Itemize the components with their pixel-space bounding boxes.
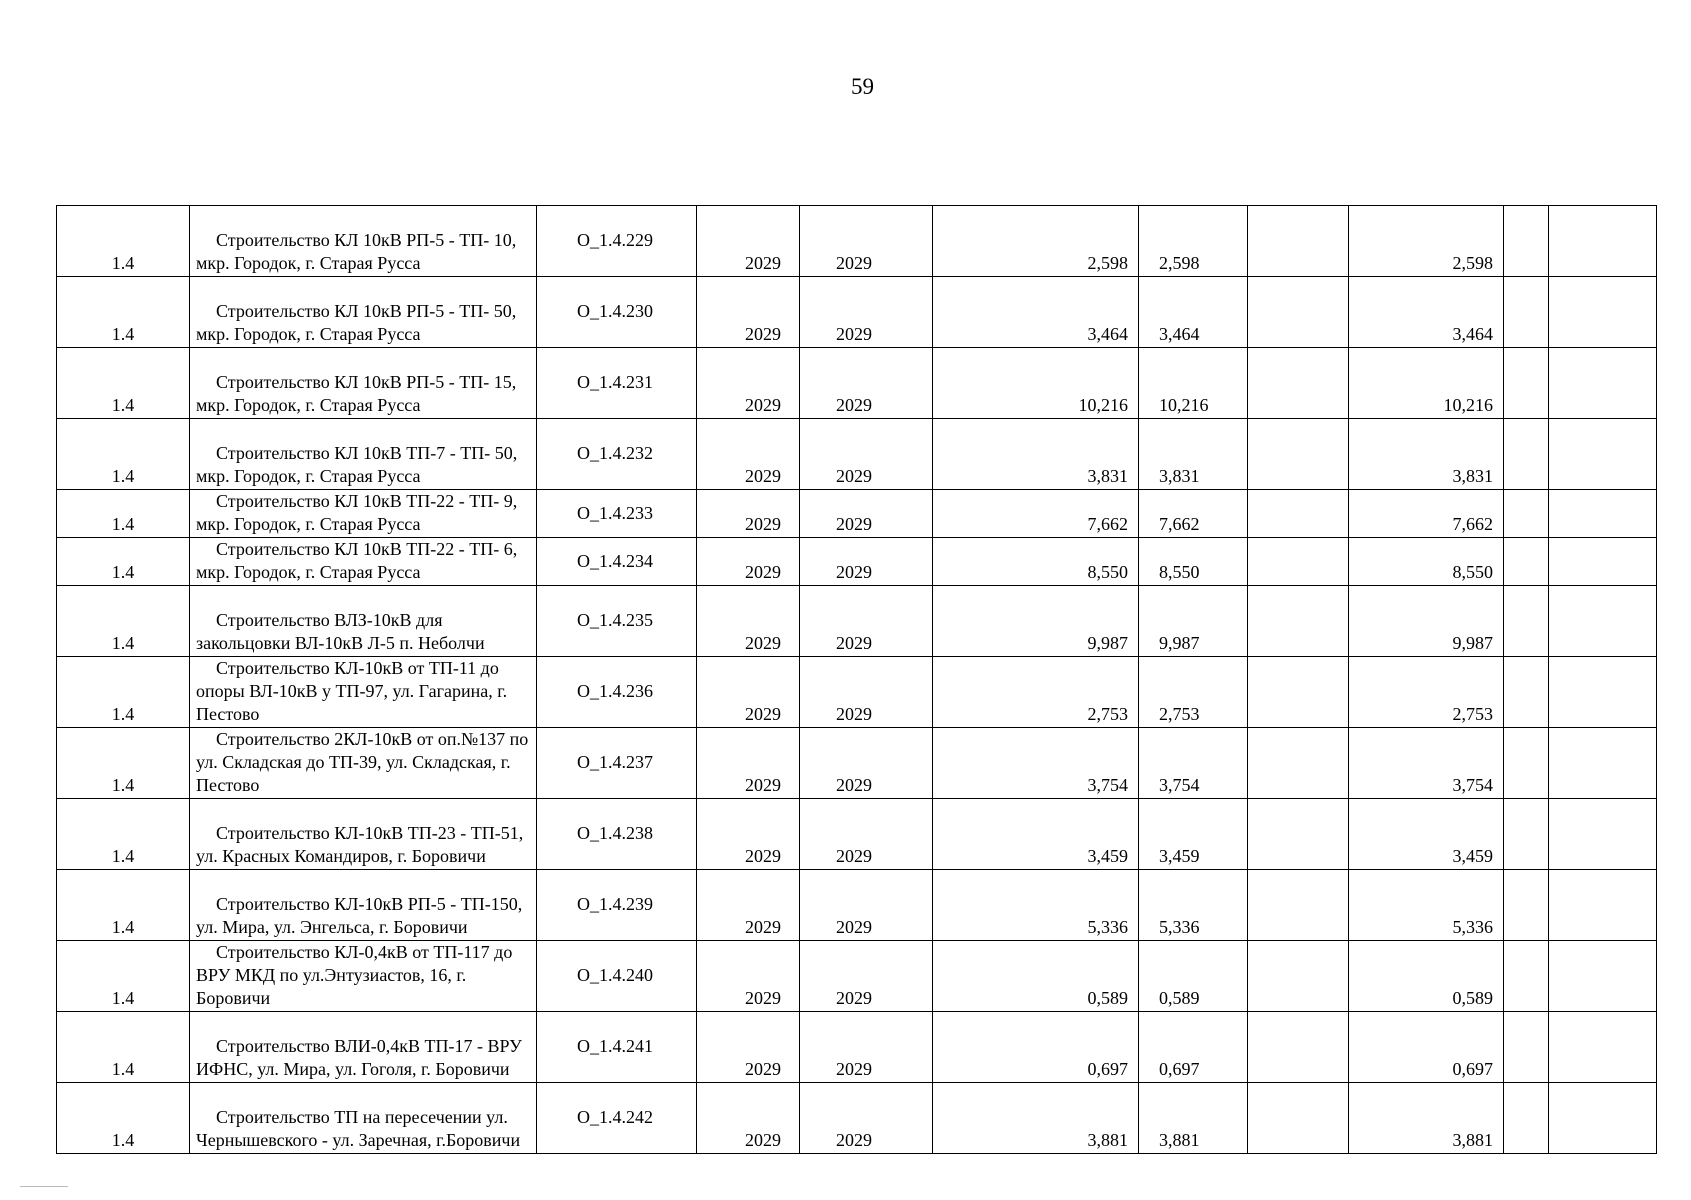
empty-cell [1549,657,1657,728]
table-row [57,799,1657,870]
year-end-cell: 2029 [800,348,933,419]
value-b-cell: 8,550 [1139,538,1248,586]
empty-cell [1549,490,1657,538]
project-code-cell: О_1.4.240 [537,941,697,1012]
year-end-cell: 2029 [800,538,933,586]
year-end-cell: 2029 [800,490,933,538]
project-name-cell [190,870,537,941]
value-a-cell: 3,459 [933,799,1139,870]
footer-rule [20,1186,68,1187]
project-code-cell: О_1.4.233 [537,490,697,538]
project-name: Строительство ВЛИ-0,4кВ ТП-17 - ВРУ ИФНС, ул. Мира, ул. Гоголя, г. Боровичи [196,1036,522,1079]
empty-cell [1248,657,1349,728]
value-a-cell: 10,216 [933,348,1139,419]
year-end-cell: 2029 [800,206,933,277]
project-name-cell [190,1012,537,1083]
value-a-cell: 9,987 [933,586,1139,657]
section-cell: 1.4 [57,277,190,348]
empty-cell [1549,728,1657,799]
empty-cell [1248,870,1349,941]
value-c-cell: 3,754 [1349,728,1504,799]
section-cell: 1.4 [57,586,190,657]
empty-cell [1248,348,1349,419]
section-cell: 1.4 [57,941,190,1012]
empty-cell [1248,728,1349,799]
value-a-cell: 7,662 [933,490,1139,538]
section-cell: 1.4 [57,1012,190,1083]
project-code-cell: О_1.4.236 [537,657,697,728]
year-start-cell: 2029 [697,657,800,728]
section-cell: 1.4 [57,1083,190,1154]
section-cell: 1.4 [57,870,190,941]
empty-cell [1248,799,1349,870]
project-name-cell [190,728,537,799]
value-b-cell: 3,754 [1139,728,1248,799]
empty-cell [1549,799,1657,870]
project-name: Строительство КЛ 10кВ ТП-22 - ТП- 6, мкр. Городок, г. Старая Русса [196,539,518,582]
year-end-cell: 2029 [800,419,933,490]
project-code-cell: О_1.4.238 [537,799,697,870]
year-start-cell: 2029 [697,348,800,419]
year-end-cell: 2029 [800,1012,933,1083]
project-code-cell: О_1.4.230 [537,277,697,348]
empty-cell [1504,277,1549,348]
project-name: Строительство КЛ-10кВ РП-5 - ТП-150, ул. Мира, ул. Энгельса, г. Боровичи [196,894,523,937]
year-end-cell: 2029 [800,277,933,348]
empty-cell [1504,870,1549,941]
table-row [57,277,1657,348]
empty-cell [1549,870,1657,941]
value-a-cell: 3,754 [933,728,1139,799]
year-start-cell: 2029 [697,870,800,941]
project-name: Строительство КЛ 10кВ РП-5 - ТП- 50, мкр. Городок, г. Старая Русса [196,301,517,344]
page-number: 59 [851,74,874,99]
project-code-cell: О_1.4.232 [537,419,697,490]
table-row [57,1012,1657,1083]
empty-cell [1504,490,1549,538]
empty-cell [1248,206,1349,277]
empty-cell [1248,1083,1349,1154]
value-a-cell: 0,697 [933,1012,1139,1083]
empty-cell [1504,586,1549,657]
empty-cell [1504,419,1549,490]
project-code-cell: О_1.4.239 [537,870,697,941]
empty-cell [1549,348,1657,419]
year-end-cell: 2029 [800,870,933,941]
value-c-cell: 10,216 [1349,348,1504,419]
section-cell: 1.4 [57,799,190,870]
table-row [57,490,1657,538]
year-start-cell: 2029 [697,799,800,870]
section-cell: 1.4 [57,490,190,538]
value-a-cell: 0,589 [933,941,1139,1012]
project-name-cell [190,1083,537,1154]
project-name-cell [190,941,537,1012]
empty-cell [1549,1083,1657,1154]
value-b-cell: 9,987 [1139,586,1248,657]
year-end-cell: 2029 [800,799,933,870]
empty-cell [1504,657,1549,728]
project-name-cell [190,419,537,490]
year-start-cell: 2029 [697,1083,800,1154]
value-a-cell: 2,753 [933,657,1139,728]
table-row [57,206,1657,277]
value-b-cell: 0,589 [1139,941,1248,1012]
empty-cell [1248,1012,1349,1083]
year-end-cell: 2029 [800,657,933,728]
empty-cell [1504,538,1549,586]
project-name: Строительство 2КЛ-10кВ от оп.№137 по ул. Складская до ТП-39, ул. Складская, г. Пестово [196,729,529,795]
empty-cell [1248,538,1349,586]
value-c-cell: 2,598 [1349,206,1504,277]
value-a-cell: 2,598 [933,206,1139,277]
table-row [57,941,1657,1012]
project-name: Строительство КЛ 10кВ ТП-22 - ТП- 9, мкр. Городок, г. Старая Русса [196,491,518,534]
year-start-cell: 2029 [697,1012,800,1083]
value-b-cell: 3,881 [1139,1083,1248,1154]
value-c-cell: 5,336 [1349,870,1504,941]
value-c-cell: 7,662 [1349,490,1504,538]
empty-cell [1248,419,1349,490]
value-a-cell: 3,464 [933,277,1139,348]
table-row [57,586,1657,657]
empty-cell [1549,206,1657,277]
year-end-cell: 2029 [800,586,933,657]
value-b-cell: 2,598 [1139,206,1248,277]
table-row [57,657,1657,728]
value-a-cell: 3,831 [933,419,1139,490]
project-name: Строительство КЛ-10кВ от ТП-11 до опоры ВЛ-10кВ у ТП-97, ул. Гагарина, г. Пестово [196,658,508,724]
project-name-cell [190,586,537,657]
empty-cell [1504,1083,1549,1154]
project-name-cell [190,799,537,870]
project-name-cell [190,277,537,348]
section-cell: 1.4 [57,348,190,419]
project-name: Строительство КЛ-0,4кВ от ТП-117 до ВРУ МКД по ул.Энтузиастов, 16, г. Боровичи [196,942,513,1008]
empty-cell [1549,586,1657,657]
project-name: Строительство ВЛЗ-10кВ для закольцовки ВЛ-10кВ Л-5 п. Неболчи [196,610,485,653]
section-cell: 1.4 [57,206,190,277]
value-c-cell: 0,589 [1349,941,1504,1012]
empty-cell [1549,941,1657,1012]
project-name: Строительство КЛ 10кВ ТП-7 - ТП- 50, мкр. Городок, г. Старая Русса [196,443,518,486]
project-code-cell: О_1.4.242 [537,1083,697,1154]
project-name-cell [190,538,537,586]
value-b-cell: 2,753 [1139,657,1248,728]
project-code-cell: О_1.4.235 [537,586,697,657]
section-cell: 1.4 [57,419,190,490]
value-a-cell: 3,881 [933,1083,1139,1154]
project-code-cell: О_1.4.237 [537,728,697,799]
year-end-cell: 2029 [800,1083,933,1154]
year-start-cell: 2029 [697,538,800,586]
empty-cell [1504,799,1549,870]
table-row [57,538,1657,586]
table-row [57,419,1657,490]
value-b-cell: 3,459 [1139,799,1248,870]
value-c-cell: 3,831 [1349,419,1504,490]
value-c-cell: 3,459 [1349,799,1504,870]
empty-cell [1504,206,1549,277]
project-name: Строительство КЛ 10кВ РП-5 - ТП- 10, мкр. Городок, г. Старая Русса [196,230,517,273]
project-code-cell: О_1.4.231 [537,348,697,419]
project-name: Строительство КЛ 10кВ РП-5 - ТП- 15, мкр. Городок, г. Старая Русса [196,372,517,415]
value-a-cell: 8,550 [933,538,1139,586]
project-name-cell [190,206,537,277]
table-row [57,728,1657,799]
project-code-cell: О_1.4.229 [537,206,697,277]
year-start-cell: 2029 [697,941,800,1012]
year-start-cell: 2029 [697,586,800,657]
value-c-cell: 8,550 [1349,538,1504,586]
project-name-cell [190,657,537,728]
value-c-cell: 3,881 [1349,1083,1504,1154]
empty-cell [1248,277,1349,348]
value-b-cell: 0,697 [1139,1012,1248,1083]
table-body [57,206,1657,1154]
value-c-cell: 0,697 [1349,1012,1504,1083]
project-name-cell [190,348,537,419]
project-name: Строительство ТП на пересечении ул. Чернышевского - ул. Заречная, г.Боровичи [196,1107,521,1150]
table-row [57,1083,1657,1154]
value-c-cell: 2,753 [1349,657,1504,728]
table-row [57,348,1657,419]
value-c-cell: 9,987 [1349,586,1504,657]
value-b-cell: 7,662 [1139,490,1248,538]
year-start-cell: 2029 [697,728,800,799]
value-b-cell: 3,464 [1139,277,1248,348]
empty-cell [1504,1012,1549,1083]
year-end-cell: 2029 [800,941,933,1012]
year-start-cell: 2029 [697,490,800,538]
project-code-cell: О_1.4.241 [537,1012,697,1083]
value-a-cell: 5,336 [933,870,1139,941]
empty-cell [1248,586,1349,657]
empty-cell [1248,490,1349,538]
value-b-cell: 10,216 [1139,348,1248,419]
value-b-cell: 5,336 [1139,870,1248,941]
table-row [57,870,1657,941]
section-cell: 1.4 [57,538,190,586]
section-cell: 1.4 [57,657,190,728]
project-name-cell [190,490,537,538]
empty-cell [1549,538,1657,586]
project-code-cell: О_1.4.234 [537,538,697,586]
empty-cell [1549,1012,1657,1083]
year-start-cell: 2029 [697,277,800,348]
empty-cell [1549,277,1657,348]
year-end-cell: 2029 [800,728,933,799]
empty-cell [1549,419,1657,490]
value-b-cell: 3,831 [1139,419,1248,490]
empty-cell [1504,941,1549,1012]
investment-table [56,205,1657,1154]
empty-cell [1504,348,1549,419]
project-name: Строительство КЛ-10кВ ТП-23 - ТП-51, ул. Красных Командиров, г. Боровичи [196,823,524,866]
year-start-cell: 2029 [697,419,800,490]
empty-cell [1504,728,1549,799]
section-cell: 1.4 [57,728,190,799]
year-start-cell: 2029 [697,206,800,277]
value-c-cell: 3,464 [1349,277,1504,348]
empty-cell [1248,941,1349,1012]
